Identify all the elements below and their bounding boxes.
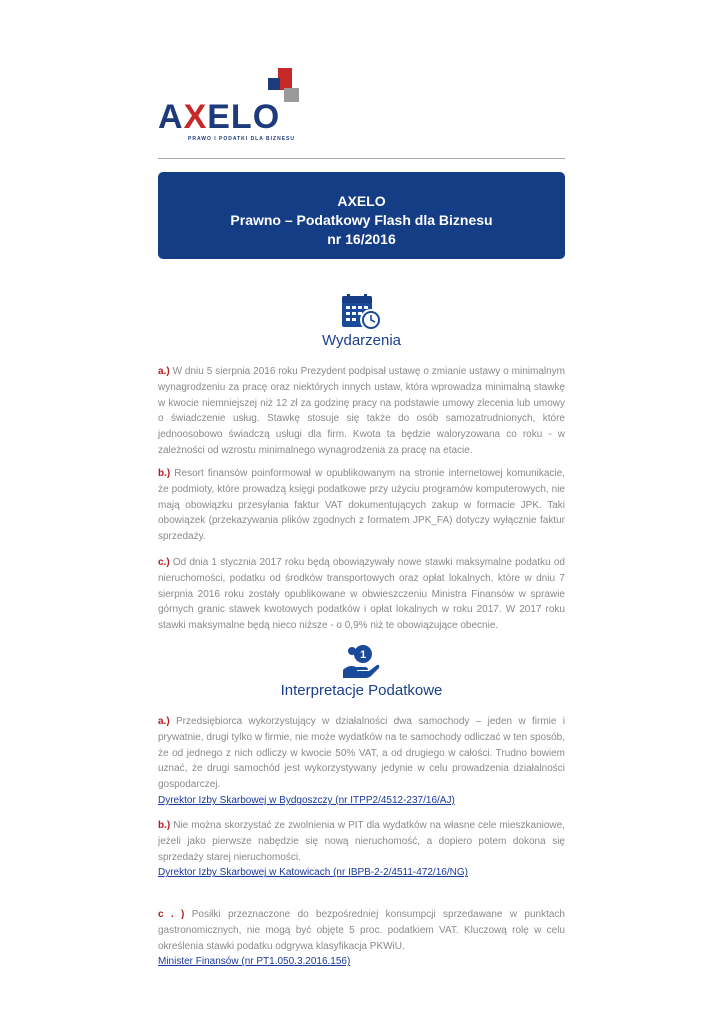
header-divider	[158, 158, 565, 159]
calendar-clock-icon	[340, 293, 384, 333]
logo-gray-square	[284, 88, 299, 102]
section-title-events: Wydarzenia	[321, 332, 402, 349]
title-banner	[158, 172, 565, 259]
item-marker: b.)	[158, 820, 171, 831]
logo-wordmark: AXELO	[158, 98, 281, 136]
item-marker: b.)	[158, 468, 171, 479]
banner-title: Prawno – Podatkowy Flash dla Biznesu	[230, 212, 493, 228]
source-link[interactable]: Dyrektor Izby Skarbowej w Bydgoszczy (nr ITPP2/4512-237/16/AJ)	[158, 794, 455, 806]
banner-brand: AXELO	[337, 193, 386, 209]
source-link[interactable]: Minister Finansów (nr PT1.050.3.2016.156)	[158, 956, 351, 968]
hand-coins-icon	[341, 642, 381, 682]
logo-tagline: PRAWO I PODATKI DLA BIZNESU	[188, 136, 295, 142]
interpretation-item-c	[158, 907, 565, 970]
item-marker: a.)	[158, 366, 170, 377]
section-title-interpretations: Interpretacje Podatkowe	[280, 682, 443, 699]
item-text: Resort finansów poinformował w opublikowanym na stronie internetowej komunikacie, że podmioty, które prowadzą księgi podatkowe przy użyciu programów komputerowych, nie mają obowiązku przesyłania faktur VAT dokumentujących zakup w formacie JPK. Taki obowiązek (przekazywania plików zgodnych z formatem JPK_FA) dotyczy wyłącznie faktur sprzedaży.	[158, 468, 565, 543]
logo-red-square	[278, 68, 292, 90]
item-marker: a.)	[158, 716, 170, 727]
item-text: Posiłki przeznaczone do bezpośredniej konsumpcji sprzedawane w punktach gastronomicznych, nie mogą być objęte 5 proc. podatkiem VAT. Kluczową rolę w celu określenia stawki podatku odgrywa klasyfikacja PKWiU.	[158, 909, 565, 952]
item-marker: c.)	[158, 557, 170, 568]
item-text: Nie można skorzystać ze zwolnienia w PIT dla wydatków na własne cele mieszkaniowe, jeżeli jako pierwsze nabędzie się nową nieruchomość, a dopiero potem dokona się sprzedaży starej nieruchomości.	[158, 820, 565, 863]
banner-issue: nr 16/2016	[327, 231, 396, 247]
event-item-c	[158, 555, 565, 634]
item-text: W dniu 5 sierpnia 2016 roku Prezydent podpisał ustawę o zmianie ustawy o minimalnym wynagrodzeniu za pracę oraz niektórych innych ustaw, która wprowadza minimalną stawkę w kwocie niemniejszej niż 12 zł za godzinę pracy na podstawie umowy zlecenia lub umowy o świadczenie usług. Stawkę stosuje się także do osób samozatrudnionych, które jednoosobowo świadczą usługi dla firm. Kwota ta będzie waloryzowana co roku - w zależności od wzrostu minimalnego wynagrodzenia za pracę na etacie.	[158, 366, 565, 456]
item-marker: c . )	[158, 909, 185, 920]
source-link[interactable]: Dyrektor Izby Skarbowej w Katowicach (nr IBPB-2-2/4511-472/16/NG)	[158, 867, 468, 879]
item-text: Od dnia 1 stycznia 2017 roku będą obowiązywały nowe stawki maksymalne podatku od nieruchomości, podatku od środków transportowych oraz opłat lokalnych, które w dniu 7 sierpnia 2016 roku zostały opublikowane w obwieszczeniu Ministra Finansów w sprawie górnych granic stawek kwotowych podatków i opłat lokalnych w roku 2017. W 2017 roku stawki maksymalne będą nieco niższe - o 0,9% niż te obowiązujące obecnie.	[158, 557, 565, 632]
logo-blue-square	[268, 78, 280, 90]
svg-text:1: 1	[359, 649, 367, 661]
interpretation-item-b	[158, 818, 565, 881]
interpretation-item-a	[158, 714, 565, 809]
axelo-logo	[158, 66, 308, 146]
event-item-b	[158, 466, 565, 545]
event-item-a	[158, 364, 565, 459]
item-text: Przedsiębiorca wykorzystujący w działalności dwa samochody – jeden w firmie i prywatnie, drugi tylko w firmie, nie może wydatków na te samochody odliczać w ten sposób, że od jednego z nich odliczy w kwocie 50% VAT, a od drugiego w całości. Trudno bowiem uznać, że drugi samochód jest wykorzystywany jedynie w celu prowadzenia działalności gospodarczej.	[158, 716, 565, 791]
